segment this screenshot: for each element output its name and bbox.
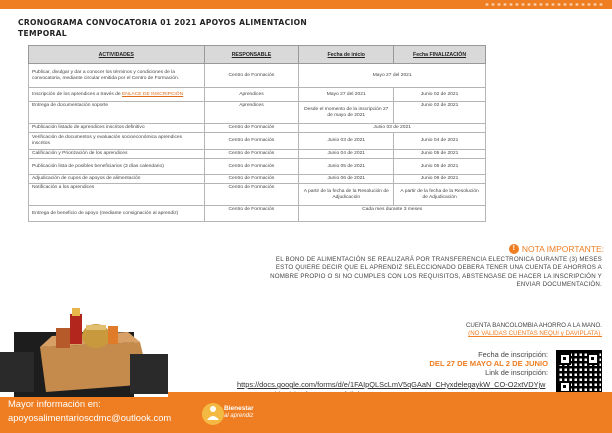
cell-actividad: Entrega de documentación soporte	[29, 102, 205, 124]
qr-code	[556, 350, 602, 396]
table-row	[29, 206, 486, 222]
cell-responsable: Aprendices	[204, 88, 299, 102]
inscription-url[interactable]: https://docs.google.com/forms/d/e/1FAIpQLScLmV5qGAaN_CHyxdelegaykW_CO-O2xtVDYjw	[237, 380, 546, 389]
cell-fecha-final: Junio 06 de 2021	[394, 175, 486, 184]
note-heading	[509, 244, 604, 254]
cell-fecha-inicio: Junio 06 de 2021	[299, 175, 394, 184]
cell-responsable: Centro de Formación	[204, 133, 299, 150]
header-actividades: ACTIVIDADES	[29, 46, 205, 64]
cell-fecha-inicio: Desde el momento de la inscripción 27 de mayo de 2021	[299, 102, 394, 124]
cell-actividad: Entrega de beneficio de apoyo (mediante consignación al aprendiz)	[29, 206, 205, 222]
decorative-dots	[484, 2, 604, 7]
schedule-table	[28, 45, 486, 222]
top-orange-bar	[0, 0, 612, 9]
table-row	[29, 159, 486, 175]
cell-fecha-final: A partir de la fecha de la Resolución de Adjudicación	[394, 184, 486, 206]
inscription-info	[308, 350, 548, 377]
cell-fecha-final: Junio 02 de 2021	[394, 102, 486, 124]
cell-fecha-final: Junio 05 de 2021	[394, 159, 486, 175]
cell-responsable: Centro de Formación	[204, 150, 299, 159]
header-fecha-inicio: Fecha de inicio	[299, 46, 394, 64]
inscription-date-label: Fecha de inscripción:	[478, 350, 548, 359]
table-row	[29, 102, 486, 124]
logo-line2: al aprendiz	[224, 413, 254, 419]
table-row	[29, 175, 486, 184]
cell-actividad: Publicación listado de aprendices inscritos definitivo	[29, 124, 205, 133]
bank-info	[302, 322, 602, 338]
cell-fecha-inicio: Junio 03 de 2021	[299, 133, 394, 150]
cell-responsable: Centro de Formación	[204, 175, 299, 184]
bank-account: CUENTA BANCOLOMBIA AHORRO A LA MANO.	[465, 322, 602, 329]
qr-corner	[587, 353, 599, 365]
cell-fecha: Mayo 27 del 2021	[299, 64, 486, 88]
cell-actividad: Notificación a los aprendices	[29, 184, 205, 206]
cell-actividad	[29, 88, 205, 102]
cell-responsable: Centro de Formación	[204, 206, 299, 222]
table-row	[29, 88, 486, 102]
cell-fecha-final: Junio 04 de 2021	[394, 133, 486, 150]
food-box-photo	[0, 292, 168, 397]
cell-fecha-final: Junio 05 de 2021	[394, 150, 486, 159]
inscription-link-label: Link de inscripción:	[485, 368, 548, 377]
note-heading-text: NOTA IMPORTANTE:	[521, 244, 604, 254]
cell-responsable: Centro de Formación	[204, 184, 299, 206]
inscription-link[interactable]: ENLACE DE INSCRIPCIÓN	[121, 91, 184, 97]
qr-corner	[559, 353, 571, 365]
table-row	[29, 124, 486, 133]
table-row	[29, 184, 486, 206]
cell-actividad-text: Inscripción de los aprendices a través de	[32, 91, 121, 97]
cell-fecha-final: Junio 02 de 2021	[394, 88, 486, 102]
contact-email[interactable]: apoyosalimentarioscdmc@outlook.com	[8, 412, 172, 423]
header-fecha-final: Fecha FINALIZACIÓN	[394, 46, 486, 64]
cell-responsable: Centro de Formación	[204, 64, 299, 88]
cell-fecha: Junio 03 de 2021	[299, 124, 486, 133]
page-title: CRONOGRAMA CONVOCATORIA 01 2021 APOYOS ALIMENTACION TEMPORAL	[18, 18, 308, 38]
table-header-row	[29, 46, 486, 64]
warning-icon: !	[509, 244, 519, 254]
cell-actividad: Publicar, divulgar y dar a conocer los términos y condiciones de la convocatoria, mediante circular emitida por el Centro de Formación.	[29, 64, 205, 88]
cell-fecha-inicio: Mayo 27 del 2021	[299, 88, 394, 102]
logo-line1: Bienestar	[224, 405, 254, 412]
cell-responsable: Aprendices	[204, 102, 299, 124]
table-row	[29, 133, 486, 150]
contact-label: Mayor información en:	[8, 398, 101, 409]
table-row	[29, 150, 486, 159]
cell-responsable: Centro de Formación	[204, 159, 299, 175]
header-responsable: RESPONSABLE	[204, 46, 299, 64]
inscription-date-range: DEL 27 DE MAYO AL 2 DE JUNIO	[429, 359, 548, 368]
cell-responsable: Centro de Formación	[204, 124, 299, 133]
note-body: EL BONO DE ALIMENTACIÓN SE REALIZARÁ POR TRANSFERENCIA ELECTRONICA DURANTE (3) MESES ESTO QUIERE DECIR QUE EL APRENDIZ SELECCIONADO DEBERA TENER UNA CUENTA DE AHORROS A NOMBRE PROPIO O SI NO CUMPLES CON LOS REQUISITOS, ABSTENGASE DE HACER LA INSCRIPCIÓN Y ENVIAR DOCUMENTACIÓN.	[270, 256, 602, 288]
cell-actividad: Verificación de documentos y evaluación socioeconómica aprendices inscritos	[29, 133, 205, 150]
cell-fecha-inicio: Junio 05 de 2021	[299, 159, 394, 175]
cell-fecha: Cada mes durante 3 meses	[299, 206, 486, 222]
bank-warning: (NO VALIDAS CUENTAS NEQUI y DAVIPLATA).	[468, 330, 602, 337]
table-row	[29, 64, 486, 88]
cell-actividad: Calificación y Priorización de los aprendices	[29, 150, 205, 159]
cell-actividad: Publicación lista de posibles beneficiarios (3 días calendario)	[29, 159, 205, 175]
cell-fecha-inicio: A partir de la fecha de la Resolución de Adjudicación	[299, 184, 394, 206]
cell-fecha-inicio: Junio 04 de 2021	[299, 150, 394, 159]
cell-actividad: Adjudicación de cupos de apoyos de alimentación	[29, 175, 205, 184]
